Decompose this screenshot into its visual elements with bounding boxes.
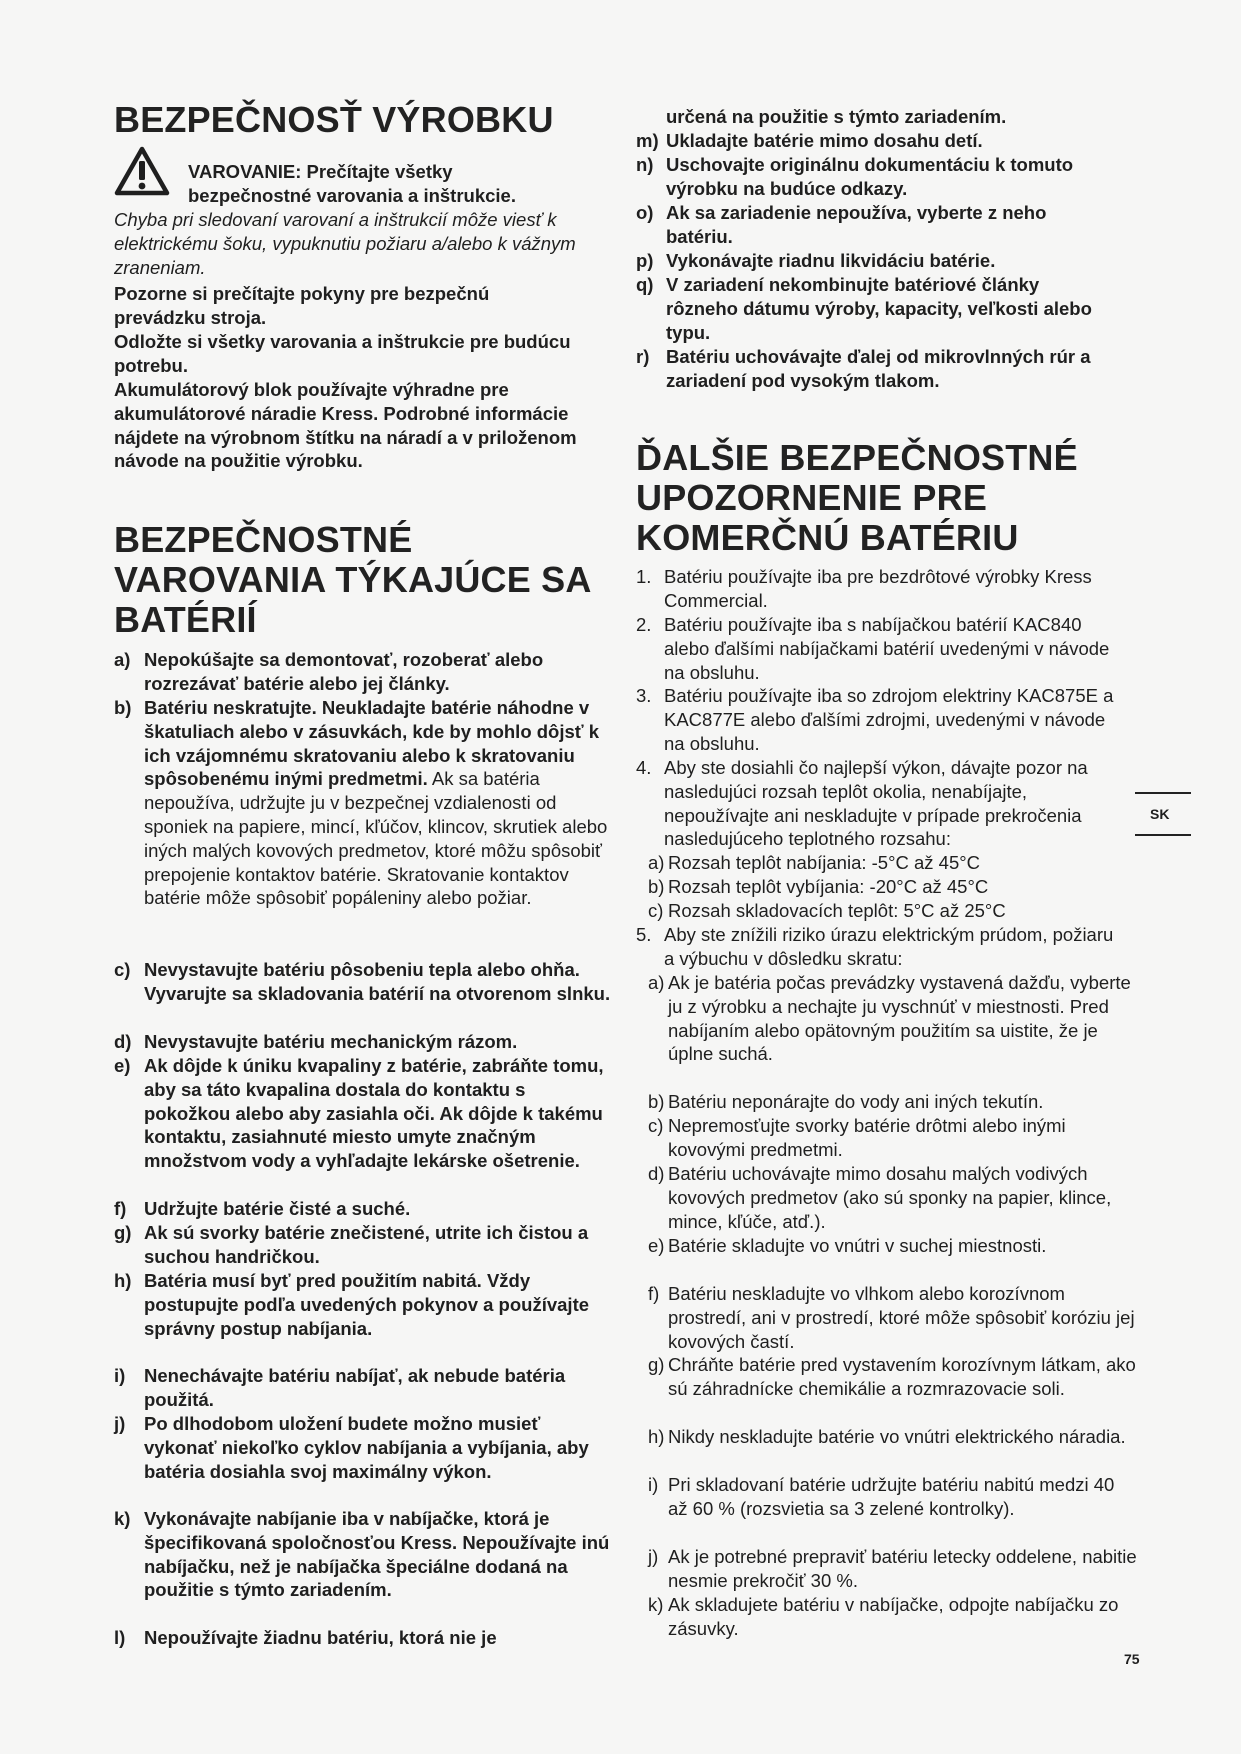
list-item: j) Po dlhodobom uložení budete možno musieť vykonať niekoľko cyklov nabíjania a vybíjania, aby batéria dosiahla svoj maximálny výkon. [114, 1413, 589, 1482]
side-tab-rule-bottom [1135, 834, 1191, 836]
list-item: 2. Batériu používajte iba s nabíjačkou batérií KAC840 alebo ďalšími nabíjačkami batérií uvedenými v návode na obsluhu. [636, 614, 1110, 683]
section-title-commercial-battery: ĎALŠIE BEZPEČNOSTNÉ UPOZORNENIE PRE KOMERČNÚ BATÉRIU [636, 437, 1078, 558]
battery-warnings-list-continued [636, 129, 1116, 393]
list-item: e) Ak dôjde k úniku kvapaliny z batérie, zabráňte tomu, aby sa táto kvapalina dostala do kontaktu s pokožkou alebo aby zasiahla oči. Ak dôjde k takému kontaktu, zasiahnuté miesto umyte značným množstvom vody a vyhľadajte lekárske ošetrenie. [114, 1055, 604, 1172]
list-item: b) Rozsah teplôt vybíjania: -20°C až 45°C [648, 876, 989, 897]
list-item: c) Nevystavujte batériu pôsobeniu tepla alebo ohňa. Vyvarujte sa skladovania batérií na otvorenom slnku. [114, 959, 611, 1004]
list-item: b) Batériu neponárajte do vody ani iných tekutín. [648, 1091, 1044, 1112]
warning-text: Chyba pri sledovaní varovaní a inštrukcií môže viesť k elektrickému šoku, vypuknutiu požiaru a/alebo k vážnym zraneniam. [114, 209, 576, 278]
list-item: q) V zariadení nekombinujte batériové články rôzneho dátumu výroby, kapacity, veľkosti alebo typu. [636, 274, 1092, 343]
list-item: r) Batériu uchovávajte ďalej od mikrovlnných rúr a zariadení pod vysokým tlakom. [636, 346, 1091, 391]
paragraph-battery-use: Akumulátorový blok používajte výhradne pre akumulátorové náradie Kress. Podrobné informácie nájdete na výrobnom štítku na náradí a v priloženom návode na použitie výrobku. [114, 379, 577, 472]
list-item: a) Rozsah teplôt nabíjania: -5°C až 45°C [648, 852, 980, 873]
list-item: a) Nepokúšajte sa demontovať, rozoberať alebo rozrezávať batérie alebo jej články. [114, 649, 544, 694]
list-item: h) Nikdy neskladujte batérie vo vnútri elektrického náradia. [648, 1426, 1126, 1447]
language-tag: SK [1150, 806, 1170, 822]
list-item: c) Rozsah skladovacích teplôt: 5°C až 25°C [648, 900, 1006, 921]
list-item: k) Ak skladujete batériu v nabíjačke, odpojte nabíjačku zo zásuvky. [648, 1594, 1119, 1639]
list-item: c) Nepremosťujte svorky batérie drôtmi alebo inými kovovými predmetmi. [648, 1115, 1066, 1160]
list-item: d) Nevystavujte batériu mechanickým rázom. [114, 1031, 518, 1052]
temperature-range-list [648, 851, 1128, 923]
warning-title-line1: VAROVANIE: Prečítajte všetky [188, 161, 453, 182]
list-item: g) Chráňte batérie pred vystavením korozívnym látkam, ako sú záhradnícke chemikálie a rozmrazovacie soli. [648, 1354, 1136, 1399]
list-item: d) Batériu uchovávajte mimo dosahu malých vodivých kovových predmetov (ako sú sponky na papier, klince, mince, kľúče, atď.). [648, 1163, 1112, 1232]
list-item: e) Batérie skladujte vo vnútri v suchej miestnosti. [648, 1235, 1047, 1256]
warning-title-line2: bezpečnostné varovania a inštrukcie. [188, 185, 516, 206]
list-item: i) Nenechávajte batériu nabíjať, ak nebude batéria použitá. [114, 1365, 566, 1410]
list-item: n) Uschovajte originálnu dokumentáciu k tomuto výrobku na budúce odkazy. [636, 154, 1074, 199]
page-number: 75 [1124, 1651, 1140, 1667]
warning-icon [114, 146, 170, 196]
list-item: k) Vykonávajte nabíjanie iba v nabíjačke, ktorá je špecifikovaná spoločnosťou Kress. Nepoužívajte inú nabíjačku, než je nabíjačka špeciálne dodaná na použitie s týmto zariadením. [114, 1508, 610, 1601]
paragraph-keep-instructions: Odložte si všetky varovania a inštrukcie pre budúcu potrebu. [114, 331, 571, 376]
list-item: 3. Batériu používajte iba so zdrojom elektriny KAC875E a KAC877E alebo ďalšími zdrojmi, uvedenými v návode na obsluhu. [636, 685, 1114, 754]
list-item: a) Ak je batéria počas prevádzky vystavená dažďu, vyberte ju z výrobku a nechajte ju vyschnúť v miestnosti. Pred nabíjaním alebo opätovným použitím sa uistite, že je úplne suchá. [648, 972, 1131, 1065]
list-item: i) Pri skladovaní batérie udržujte batériu nabitú medzi 40 až 60 % (rozsvietia sa 3 zelené kontrolky). [648, 1474, 1115, 1519]
list-item: j) Ak je potrebné prepraviť batériu letecky oddelene, nabitie nesmie prekročiť 30 %. [648, 1546, 1137, 1591]
commercial-battery-list-item5 [636, 923, 1126, 971]
list-item: p) Vykonávajte riadnu likvidáciu batérie. [636, 250, 996, 271]
short-circuit-list [648, 971, 1138, 1641]
commercial-battery-list [636, 565, 1126, 851]
side-tab-rule-top [1135, 792, 1191, 794]
continued-text: určená na použitie s týmto zariadením. [666, 106, 1007, 127]
list-item: 1. Batériu používajte iba pre bezdrôtové výrobky Kress Commercial. [636, 566, 1092, 611]
list-item: f) Udržujte batérie čisté a suché. [114, 1198, 411, 1219]
list-item: m) Ukladajte batérie mimo dosahu detí. [636, 130, 983, 151]
section-title-battery-warnings: BEZPEČNOSTNÉ VAROVANIA TÝKAJÚCE SA BATÉRIÍ [114, 519, 591, 640]
section-title-product-safety: BEZPEČNOSŤ VÝROBKU [114, 99, 554, 140]
list-item: b) Batériu neskratujte. Neukladajte batérie náhodne v škatuliach alebo v zásuvkách, kde by mohlo dôjsť k ich vzájomnému skratovaniu alebo k skratovaniu spôsobenému inými predmetmi. Ak sa batéria nepoužíva, udržujte ju v bezpečnej vzdialenosti od sponiek na papiere, mincí, kľúčov, klincov, skrutiek alebo iných malých kovových predmetov, ktoré môžu spôsobiť prepojenie kontaktov batérie. Skratovanie kontaktov batérie môže spôsobiť popáleniny alebo požiar. [114, 697, 608, 909]
battery-warnings-list [114, 648, 614, 1650]
list-item: h) Batéria musí byť pred použitím nabitá. Vždy postupujte podľa uvedených pokynov a používajte správny postup nabíjania. [114, 1270, 590, 1339]
list-item: g) Ak sú svorky batérie znečistené, utrite ich čistou a suchou handričkou. [114, 1222, 589, 1267]
paragraph-read-instructions: Pozorne si prečítajte pokyny pre bezpečnú prevádzku stroja. [114, 283, 490, 328]
list-item: 5. Aby ste znížili riziko úrazu elektrickým prúdom, požiaru a výbuchu v dôsledku skratu: [636, 924, 1114, 969]
list-item: f) Batériu neskladujte vo vlhkom alebo korozívnom prostredí, ani v prostredí, ktoré môže spôsobiť koróziu jej kovových častí. [648, 1283, 1135, 1352]
warning-triangle-icon [114, 146, 170, 196]
list-item: 4. Aby ste dosiahli čo najlepší výkon, dávajte pozor na nasledujúci rozsah teplôt okolia, nenabíjajte, nepoužívajte ani neskladujte v prípade prekročenia nasledujúceho teplotného rozsahu: [636, 757, 1088, 850]
list-item: o) Ak sa zariadenie nepoužíva, vyberte z neho batériu. [636, 202, 1047, 247]
list-item: l) Nepoužívajte žiadnu batériu, ktorá nie je [114, 1627, 497, 1648]
